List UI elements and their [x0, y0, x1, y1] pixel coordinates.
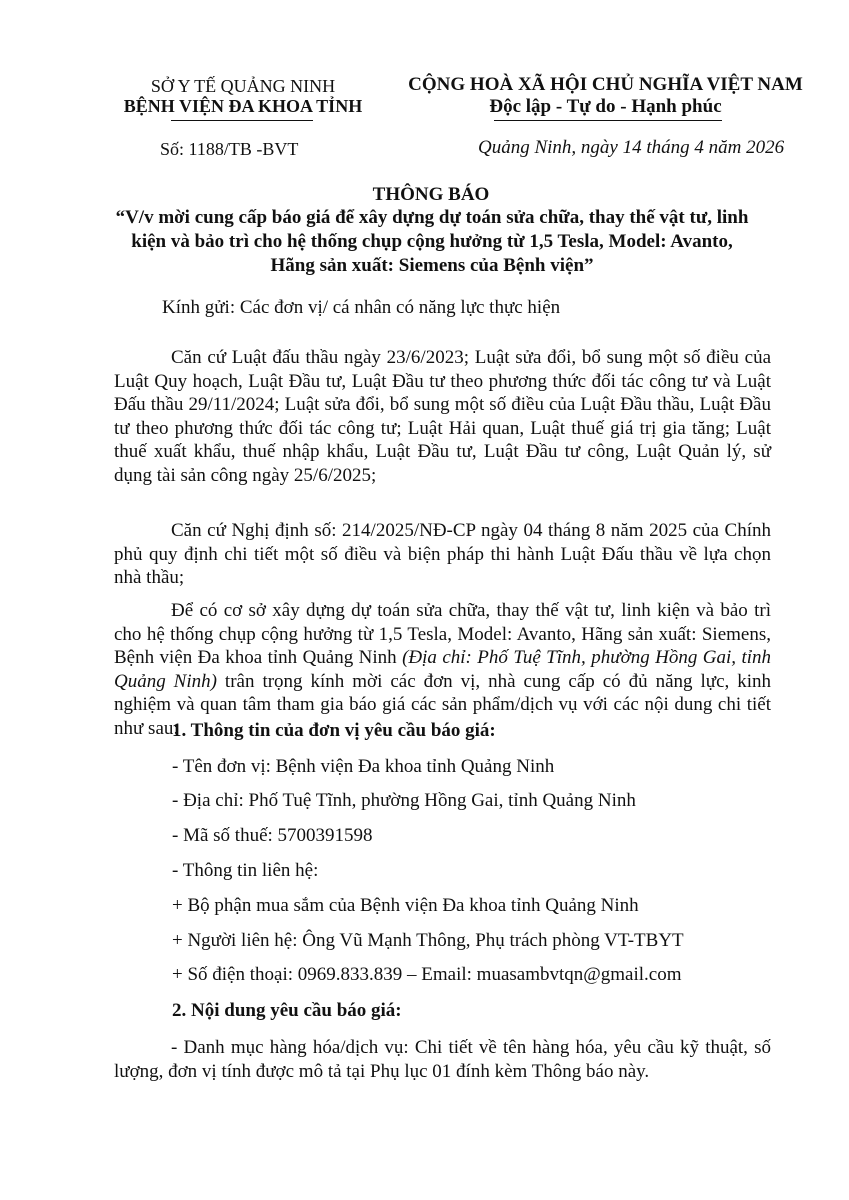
legal-basis-paragraph-2: Căn cứ Nghị định số: 214/2025/NĐ-CP ngày 04 tháng 8 năm 2025 của Chính phủ quy định chi tiết một số điều và biện pháp thi hành Luật Đấu thầu về lựa chọn nhà thầu;: [114, 520, 771, 588]
greeting: Kính gửi: Các đơn vị/ cá nhân có năng lực thực hiện: [162, 297, 561, 318]
legal-basis-paragraph-1: Căn cứ Luật đấu thầu ngày 23/6/2023; Luật sửa đổi, bổ sung một số điều của Luật Quy hoạch, Luật Đầu tư, Luật Đầu tư theo phương thức đối tác công tư và Luật Đấu thầu 29/11/2024; Luật sửa đổi, bổ sung một số điều của Luật Đầu thầu, Luật Đầu tư theo phương thức đối tác công tư; Luật Hải quan, Luật thuế giá trị gia tăng; Luật thuế xuất khẩu, thuế nhập khẩu, Luật Đầu tư, Luật Đầu tư công, Luật Quản lý, sử dụng tài sản công ngày 25/6/2025;: [114, 347, 771, 486]
purpose-paragraph: [114, 599, 771, 740]
document-subject: “V/v mời cung cấp báo giá để xây dựng dự toán sửa chữa, thay thế vật tư, linh kiện và bảo trì cho hệ thống chụp cộng hưởng từ 1,5 Tesla, Model: Avanto, Hãng sản xuất: Siemens của Bệnh viện”: [115, 207, 749, 276]
contact-person-line: + Người liên hệ: Ông Vũ Mạnh Thông, Phụ trách phòng VT-TBYT: [172, 930, 684, 951]
unit-name-line: - Tên đơn vị: Bệnh viện Đa khoa tỉnh Quảng Ninh: [172, 756, 555, 777]
section-1-heading: 1. Thông tin của đơn vị yêu cầu báo giá:: [172, 720, 496, 741]
item-list-paragraph: - Danh mục hàng hóa/dịch vụ: Chi tiết về tên hàng hóa, yêu cầu kỹ thuật, số lượng, đơn vị tính được mô tả tại Phụ lục 01 đính kèm Thông báo này.: [114, 1037, 771, 1082]
contact-info-line: - Thông tin liên hệ:: [172, 860, 319, 881]
issuing-organization: [108, 76, 378, 116]
place-and-date: Quảng Ninh, ngày 14 tháng 4 năm 2026: [478, 137, 785, 158]
org-underline: [171, 120, 313, 121]
phone-email-line: + Số điện thoại: 0969.833.839 – Email: muasambvtqn@gmail.com: [172, 964, 682, 985]
unit-address-line: - Địa chỉ: Phố Tuệ Tĩnh, phường Hồng Gai, tỉnh Quảng Ninh: [172, 790, 636, 811]
tax-code-line: - Mã số thuế: 5700391598: [172, 825, 373, 846]
national-heading: [398, 74, 813, 118]
document-title: THÔNG BÁO: [372, 184, 490, 205]
motto-underline: [494, 120, 722, 121]
hospital-address-inline: (Địa chỉ: Phố Tuệ Tĩnh, phường Hồng Gai, tỉnh Quảng Ninh): [114, 647, 771, 692]
purchasing-dept-line: + Bộ phận mua sắm của Bệnh viện Đa khoa tỉnh Quảng Ninh: [172, 895, 639, 916]
purpose-text-end: trân trọng kính mời các đơn vị, nhà cung cấp có đủ năng lực, kinh nghiệm và quan tâm tham gia báo giá các sản phẩm/dịch vụ với các nội dung chi tiết như sau:: [114, 670, 771, 739]
org-line-1: SỞ Y TẾ QUẢNG NINH: [150, 76, 336, 96]
org-line-2: BỆNH VIỆN ĐA KHOA TỈNH: [123, 96, 363, 116]
document-number: Số: 1188/TB -BVT: [160, 139, 299, 159]
section-2-heading: 2. Nội dung yêu cầu báo giá:: [172, 1000, 402, 1021]
nation-name: CỘNG HOÀ XÃ HỘI CHỦ NGHĨA VIỆT NAM: [408, 74, 803, 95]
purpose-text-start: Để có cơ sở xây dựng dự toán sửa chữa, thay thế vật tư, linh kiện và bảo trì cho hệ thống chụp cộng hưởng từ 1,5 Tesla, Model: Avanto, Hãng sản xuất: Siemens, Bệnh viện Đa khoa tỉnh Quảng Ninh: [114, 600, 771, 668]
national-motto: Độc lập - Tự do - Hạnh phúc: [489, 96, 722, 117]
